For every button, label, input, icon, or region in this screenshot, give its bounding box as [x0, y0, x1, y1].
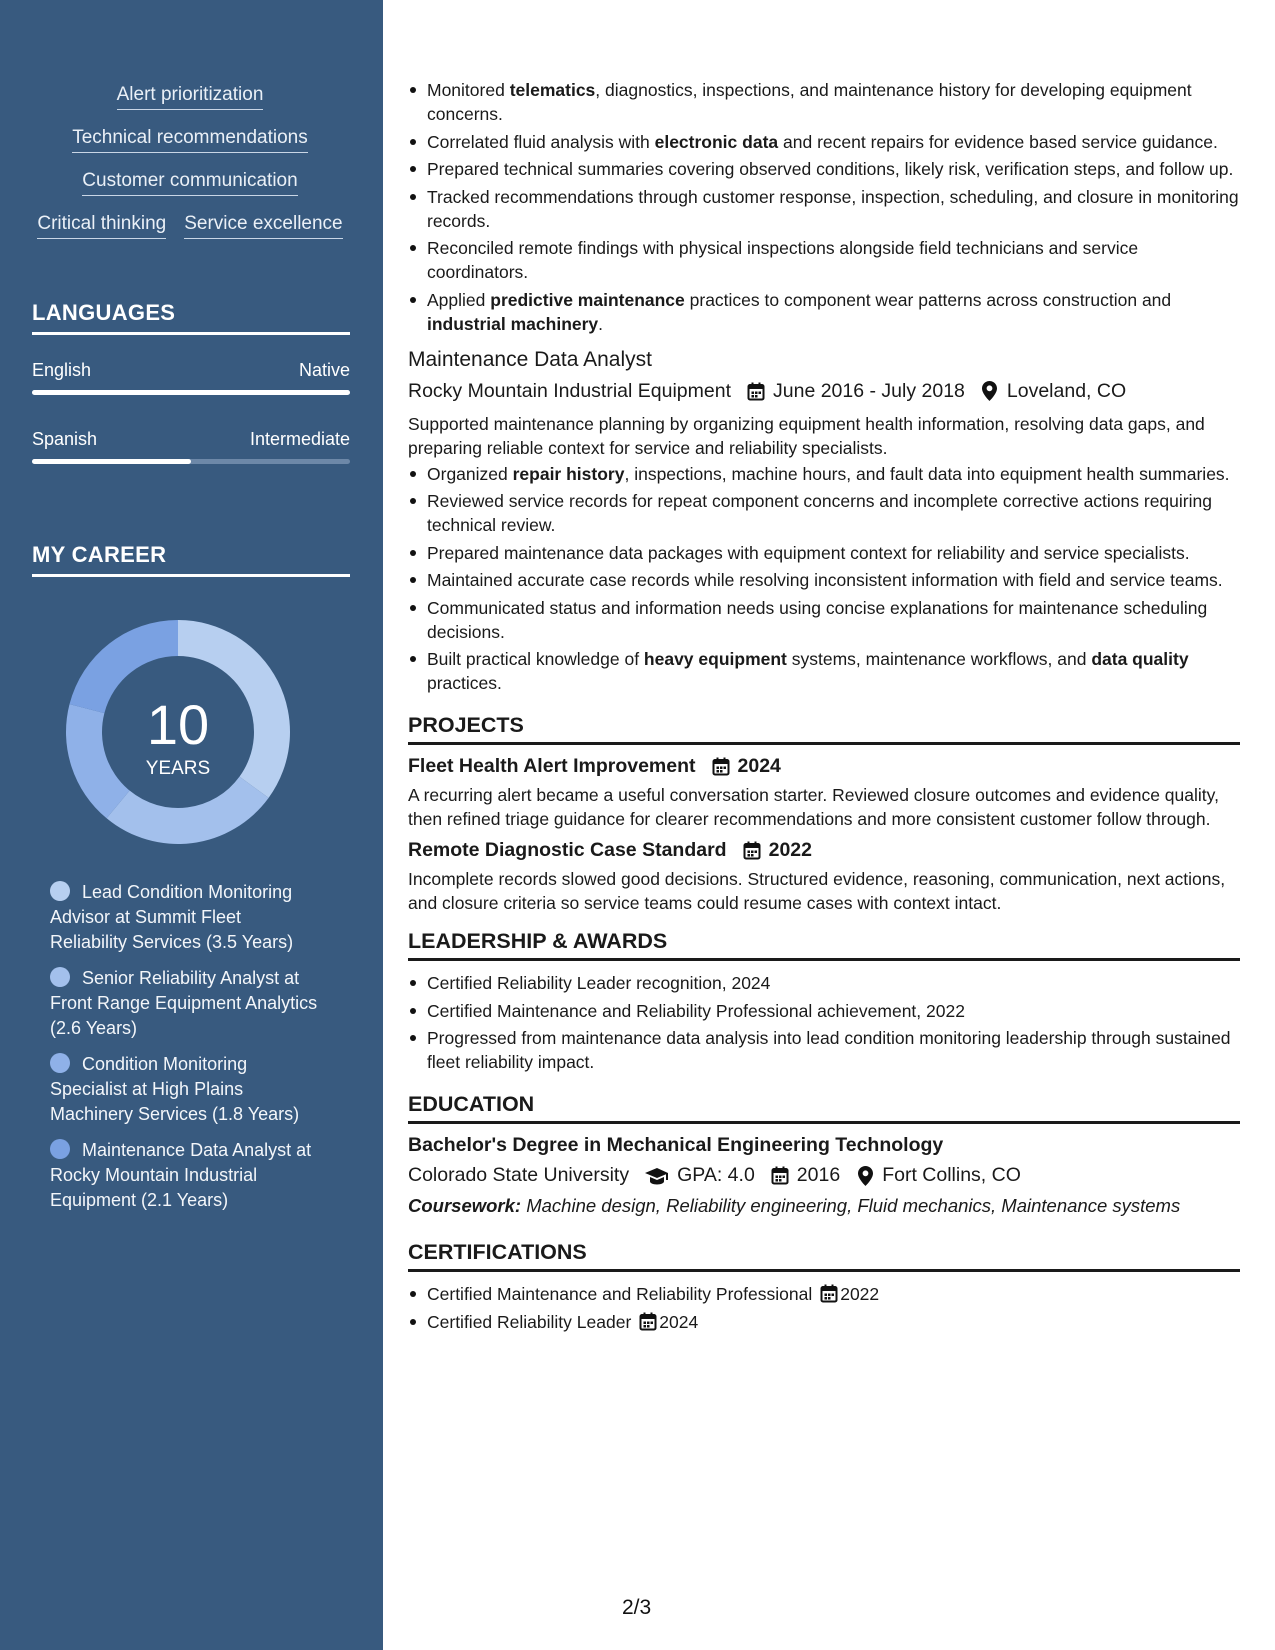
experience-bullet [427, 236, 1240, 284]
calendar-icon [820, 1284, 838, 1304]
education-coursework [408, 1194, 1240, 1218]
coursework-text: Machine design, Reliability engineering, Fluid mechanics, Maintenance systems [526, 1195, 1181, 1216]
education-school: Colorado State University [408, 1164, 630, 1186]
leadership-list [408, 971, 1240, 1074]
career-dot-icon [50, 881, 70, 901]
coursework-label: Coursework: [408, 1195, 522, 1216]
job-bullet [427, 647, 1240, 695]
education-location: Fort Collins, CO [882, 1164, 1021, 1186]
bullet-text: Built practical knowledge of [427, 649, 644, 669]
bullet-text: Reconciled remote findings with physical inspections alongside field technicians and service coordinators. [427, 238, 1139, 282]
experience-bullet [427, 185, 1240, 233]
certifications-list [408, 1282, 1240, 1334]
bullet-text: Prepared technical summaries covering observed conditions, likely risk, verification steps, and follow up. [427, 159, 1234, 179]
career-donut-segment [66, 704, 130, 818]
language-bar-fill [32, 459, 191, 464]
job-meta [408, 380, 1240, 403]
language-name: Spanish [32, 429, 98, 449]
leadership-item: Certified Reliability Leader recognition, 2024 [427, 971, 1240, 995]
location-pin-icon [981, 381, 999, 401]
location-pin-icon [856, 1166, 874, 1186]
bullet-text: Organized [427, 463, 513, 484]
project-description: A recurring alert became a useful conversation starter. Reviewed closure outcomes and evidence quality, then refined triage guidance for clearer recommendations and more consistent customer follow through. [408, 785, 1219, 829]
languages-heading: LANGUAGES [32, 300, 350, 335]
project-description: Incomplete records slowed good decisions. Structured evidence, reasoning, communication, next actions, and closure criteria so service teams could resume cases with context intact. [408, 869, 1226, 913]
skill-row [30, 170, 350, 196]
certification-year: 2024 [659, 1311, 699, 1332]
certification-item [427, 1282, 1240, 1306]
project-year: 2022 [768, 839, 812, 861]
project-title: Fleet Health Alert Improvement [408, 755, 696, 777]
job-bullet [427, 541, 1240, 565]
bullet-text: Applied [427, 289, 491, 310]
bullet-text: practices to component wear patterns across construction and [684, 289, 1172, 310]
leadership-item: Certified Maintenance and Reliability Professional achievement, 2022 [427, 999, 1240, 1023]
graduation-cap-icon [645, 1166, 669, 1186]
language-row [32, 429, 350, 450]
bold-keyword: data quality [1091, 649, 1189, 669]
resume-main [408, 0, 1240, 1650]
career-heading: MY CAREER [32, 542, 350, 577]
bullet-text: Maintained accurate case records while resolving inconsistent information with field and service teams. [427, 570, 1223, 590]
sidebar [0, 0, 383, 1650]
bullet-text: systems, maintenance workflows, and [786, 649, 1092, 669]
career-donut-segment [107, 777, 269, 844]
career-item-text: Condition Monitoring Specialist at High Plains Machinery Services (1.8 Years) [50, 1054, 300, 1124]
career-item [50, 1052, 320, 1127]
job-dates: June 2016 - July 2018 [773, 379, 965, 402]
career-dot-icon [50, 1053, 70, 1073]
career-dot-icon [50, 967, 70, 987]
language-level: Native [298, 360, 350, 380]
language-level: Intermediate [249, 429, 350, 449]
bold-keyword: heavy equipment [643, 649, 787, 669]
job-bullet [427, 596, 1240, 644]
projects-heading: PROJECTS [408, 713, 1240, 745]
projects-list [408, 755, 1240, 915]
leadership-heading: LEADERSHIP & AWARDS [408, 929, 1240, 961]
skill-tag: Alert prioritization [117, 84, 264, 110]
education-gpa: GPA: 4.0 [677, 1164, 755, 1186]
job-bullet [427, 568, 1240, 592]
project-year: 2024 [737, 755, 781, 777]
experience-bullet [427, 288, 1240, 336]
bullet-text: , diagnostics, inspections, and maintenance history for developing equipment concerns. [427, 80, 1192, 124]
certifications-heading: CERTIFICATIONS [408, 1240, 1240, 1272]
experience-bullet [427, 78, 1240, 126]
job-description: Supported maintenance planning by organizing equipment health information, resolving data gaps, and preparing reliable context for service and reliability specialists. [408, 413, 1205, 458]
skill-tag: Technical recommendations [72, 127, 308, 153]
bullet-text: Tracked recommendations through customer response, inspection, scheduling, and closure in monitoring records. [427, 186, 1239, 231]
career-item-text: Maintenance Data Analyst at Rocky Mountain Industrial Equipment (2.1 Years) [50, 1140, 312, 1210]
career-list [50, 880, 320, 1224]
page-number: 2/3 [622, 1596, 652, 1619]
education-year: 2016 [796, 1164, 841, 1186]
career-item-text: Lead Condition Monitoring Advisor at Summit Fleet Reliability Services (3.5 Years) [50, 882, 294, 952]
language-bar [32, 390, 350, 395]
career-years-label: YEARS [145, 758, 211, 779]
language-name: English [32, 360, 92, 380]
calendar-icon [743, 841, 761, 861]
bullet-text: Reviewed service records for repeat component concerns and incomplete corrective actions requiring technical review. [427, 491, 1212, 535]
bold-keyword: industrial machinery [427, 313, 599, 334]
job-bullets [408, 462, 1240, 696]
certification-year: 2022 [840, 1284, 880, 1304]
project-title: Remote Diagnostic Case Standard [408, 839, 727, 861]
skill-row [30, 84, 350, 110]
job-bullet [427, 489, 1240, 537]
language-row [32, 360, 350, 381]
bullet-text: Monitored [427, 80, 510, 100]
job-bullet [427, 462, 1240, 486]
bullet-text: practices. [427, 673, 502, 693]
experience-bullet [427, 130, 1240, 154]
career-item [50, 880, 320, 955]
career-donut-chart [64, 618, 292, 846]
skill-row [30, 213, 350, 239]
bullet-text: Prepared maintenance data packages with equipment context for reliability and service specialists. [427, 542, 1190, 563]
bold-keyword: predictive maintenance [490, 289, 685, 310]
calendar-icon [771, 1166, 789, 1186]
calendar-icon [639, 1311, 657, 1331]
education-meta [408, 1164, 1240, 1187]
experience-bullets [408, 78, 1240, 336]
job-title: Maintenance Data Analyst [408, 347, 652, 371]
job-company: Rocky Mountain Industrial Equipment [408, 379, 731, 402]
education-degree: Bachelor's Degree in Mechanical Engineering Technology [408, 1134, 944, 1156]
education-heading: EDUCATION [408, 1092, 1240, 1124]
career-item-text: Senior Reliability Analyst at Front Range Equipment Analytics (2.6 Years) [50, 968, 318, 1038]
calendar-icon [712, 757, 730, 777]
bold-keyword: telematics [509, 80, 596, 100]
certification-item [427, 1310, 1240, 1334]
bullet-text: , inspections, machine hours, and fault data into equipment health summaries. [624, 463, 1230, 484]
career-item [50, 1138, 320, 1213]
skill-tag: Critical thinking [37, 213, 166, 239]
bullet-text: Correlated fluid analysis with [427, 131, 655, 152]
bullet-text: Communicated status and information needs using concise explanations for maintenance scheduling decisions. [427, 597, 1208, 642]
bold-keyword: electronic data [654, 131, 779, 152]
career-dot-icon [50, 1139, 70, 1159]
project-title-row [408, 839, 1240, 862]
career-item [50, 966, 320, 1041]
experience-bullet [427, 157, 1240, 181]
bullet-text: . [598, 313, 604, 334]
leadership-item: Progressed from maintenance data analysis into lead condition monitoring leadership through sustained fleet reliability impact. [427, 1026, 1240, 1074]
skill-row [30, 127, 350, 153]
skill-tag: Customer communication [82, 170, 297, 196]
career-total-years: 10 [146, 693, 210, 756]
language-bar-fill [32, 390, 350, 395]
project-title-row [408, 755, 1240, 778]
certification-name: Certified Reliability Leader [427, 1311, 632, 1332]
bold-keyword: repair history [512, 463, 625, 484]
skill-tag: Service excellence [184, 213, 342, 239]
certification-name: Certified Maintenance and Reliability Professional [427, 1284, 813, 1304]
calendar-icon [747, 381, 765, 401]
language-bar [32, 459, 350, 464]
job-location: Loveland, CO [1006, 379, 1127, 402]
bullet-text: and recent repairs for evidence based service guidance. [778, 131, 1218, 152]
